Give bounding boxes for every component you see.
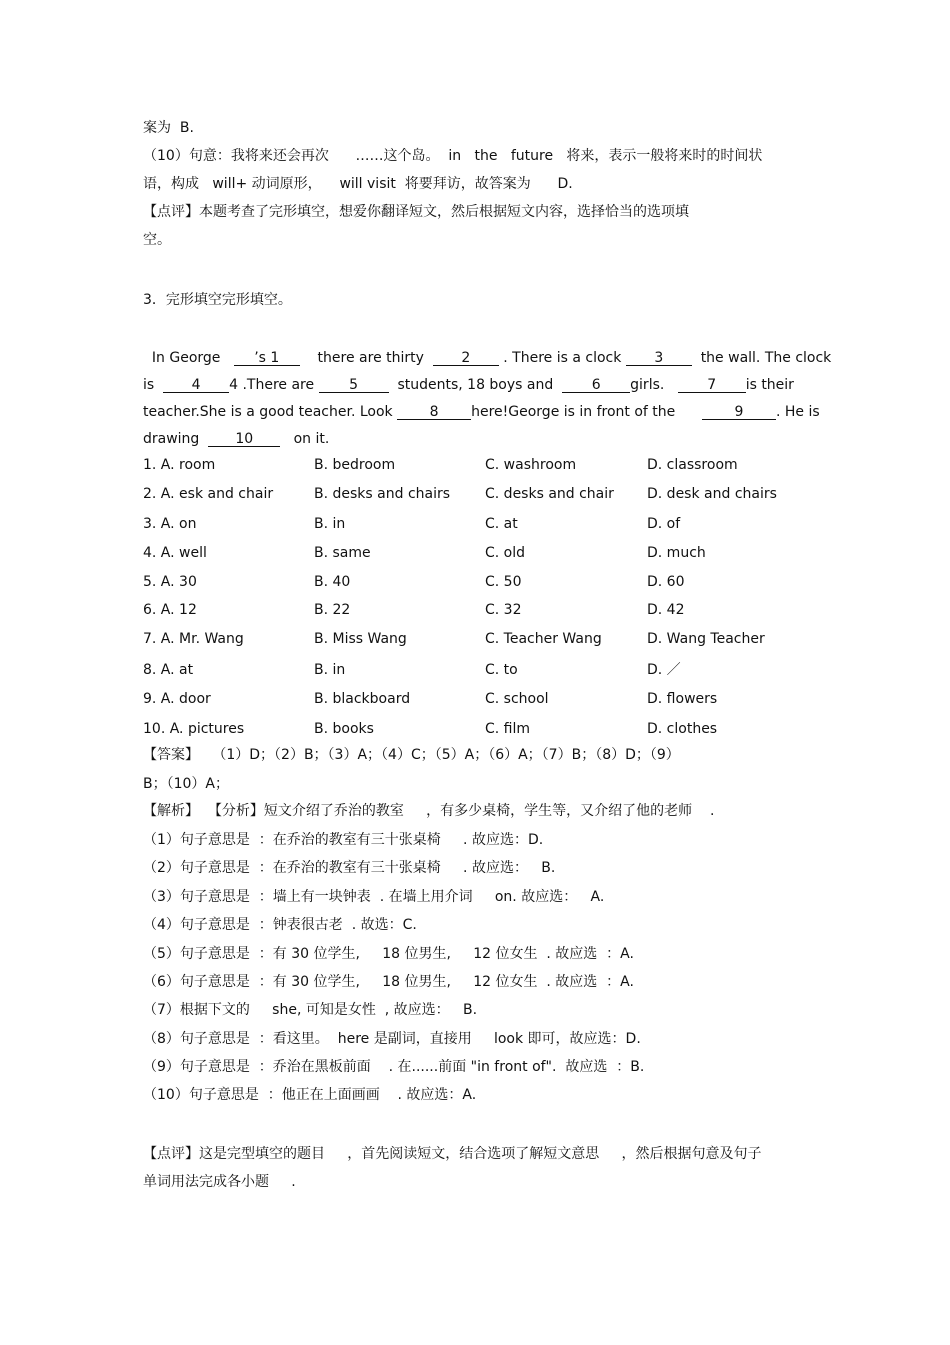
- option-b: B. Miss Wang: [314, 631, 407, 647]
- option-c: C. old: [485, 545, 526, 561]
- answer-line-2: B；（10）A；: [143, 776, 229, 792]
- option-c: C. 32: [485, 602, 522, 618]
- passage-text: on it.: [280, 431, 330, 447]
- blank-7: 7: [678, 376, 746, 394]
- option-d: D. clothes: [647, 721, 718, 737]
- option-a: 1. A. room: [143, 457, 216, 473]
- option-c: C. at: [485, 516, 518, 532]
- option-a: 4. A. well: [143, 545, 207, 561]
- option-a: 2. A. esk and chair: [143, 486, 274, 502]
- top-comment-line-2: 空。: [143, 232, 171, 248]
- option-b: B. in: [314, 662, 346, 678]
- option-d: D. classroom: [647, 457, 738, 473]
- option-b: B. in: [314, 516, 346, 532]
- passage-text: . There is a clock: [498, 350, 626, 366]
- option-a: 7. A. Mr. Wang: [143, 631, 244, 647]
- top-comment-line-1: 【点评】本题考查了完形填空，想爱你翻译短文，然后根据短文内容，选择恰当的选项填: [143, 204, 689, 220]
- passage-line-1: [143, 349, 831, 367]
- blank-3: 3: [626, 349, 692, 367]
- option-a: 3. A. on: [143, 516, 197, 532]
- blank-5: 5: [319, 376, 389, 394]
- option-a: 5. A. 30: [143, 574, 197, 590]
- option-d: D. much: [647, 545, 706, 561]
- analysis-line: （4）句子意思是 ：钟表很古老 . 故选：C.: [143, 917, 417, 933]
- option-d: D. flowers: [647, 691, 718, 707]
- blank-4: 4: [163, 376, 229, 394]
- answer-line-1: 【答案】 （1）D；（2）B；（3）A；（4）C；（5）A；（6）A；（7）B；（8）D；（9）: [143, 747, 680, 763]
- passage-text: the wall. The clock: [691, 350, 832, 366]
- passage-text: drawing: [143, 431, 209, 447]
- option-c: C. school: [485, 691, 549, 707]
- passage-text: is: [143, 377, 164, 393]
- comment-line-2: 单词用法完成各小题 .: [143, 1174, 296, 1190]
- analysis-line: （5）句子意思是 ：有 30 位学生, 18 位男生, 12 位女生 . 故应选 ：A.: [143, 946, 634, 962]
- option-a: 8. A. at: [143, 662, 194, 678]
- option-b: B. blackboard: [314, 691, 411, 707]
- analysis-line: （10）句子意思是 ：他正在上面画画 . 故应选：A.: [143, 1087, 477, 1103]
- passage-text: girls.: [630, 377, 678, 393]
- option-d: D. ／: [647, 662, 681, 678]
- option-c: C. washroom: [485, 457, 577, 473]
- analysis-line: （3）句子意思是 ：墙上有一块钟表 . 在墙上用介词 on. 故应选： A.: [143, 889, 605, 905]
- top-explanation-line-2: （10）句意：我将来还会再次 ……这个岛。 in the future 将来，表示一般将来时的时间状: [143, 148, 763, 164]
- option-d: D. of: [647, 516, 681, 532]
- analysis-line: 【解析】 【分析】短文介绍了乔治的教室 ，有多少桌椅，学生等，又介绍了他的老师 .: [143, 803, 715, 819]
- passage-text: there are thirty: [299, 350, 433, 366]
- analysis-line: （1）句子意思是 ：在乔治的教室有三十张桌椅 . 故应选：D.: [143, 832, 544, 848]
- option-b: B. books: [314, 721, 374, 737]
- analysis-line: （9）句子意思是 ：乔治在黑板前面 . 在......前面 "in front of". 故应选 ：B.: [143, 1059, 645, 1075]
- option-c: C. to: [485, 662, 518, 678]
- option-c: C. Teacher Wang: [485, 631, 602, 647]
- passage-text: . He is: [775, 404, 820, 420]
- option-c: C. desks and chair: [485, 486, 614, 502]
- passage-text: students, 18 boys and: [388, 377, 563, 393]
- question-3-title: 3．完形填空完形填空。: [143, 292, 292, 308]
- top-answer-line-1: 案为 B.: [143, 120, 194, 136]
- analysis-line: （2）句子意思是 ：在乔治的教室有三十张桌椅 . 故应选： B.: [143, 860, 556, 876]
- passage-line-3: [143, 403, 820, 421]
- option-b: B. desks and chairs: [314, 486, 451, 502]
- blank-10: 10: [208, 430, 280, 448]
- blank-6: 6: [562, 376, 630, 394]
- passage-text: is their: [745, 377, 794, 393]
- option-d: D. desk and chairs: [647, 486, 777, 502]
- option-b: B. 22: [314, 602, 351, 618]
- blank-2: 2: [433, 349, 499, 367]
- option-d: D. 42: [647, 602, 685, 618]
- passage-text: In George: [143, 350, 234, 366]
- option-b: B. 40: [314, 574, 351, 590]
- option-c: C. film: [485, 721, 531, 737]
- analysis-line: （8）句子意思是 ：看这里。 here 是副词，直接用 look 即可，故应选：D.: [143, 1031, 641, 1047]
- passage-line-4: [143, 430, 329, 448]
- blank-9: 9: [702, 403, 776, 421]
- option-b: B. bedroom: [314, 457, 396, 473]
- passage-text: teacher.She is a good teacher. Look: [143, 404, 398, 420]
- option-a: 6. A. 12: [143, 602, 197, 618]
- passage-text: here!George is in front of the: [471, 404, 702, 420]
- option-a: 10. A. pictures: [143, 721, 245, 737]
- analysis-line: （7）根据下文的 she, 可知是女性 , 故应选： B.: [143, 1002, 478, 1018]
- comment-line-1: 【点评】这是完型填空的题目 ，首先阅读短文，结合选项了解短文意思 ，然后根据句意及句子: [143, 1146, 762, 1162]
- passage-text: 4 .There are: [229, 377, 319, 393]
- passage-line-2: [143, 376, 794, 394]
- option-d: D. 60: [647, 574, 685, 590]
- option-a: 9. A. door: [143, 691, 211, 707]
- blank-1: ’s 1: [234, 349, 300, 367]
- top-explanation-line-3: 语，构成 will+ 动词原形， will visit 将要拜访，故答案为 D.: [143, 176, 573, 192]
- blank-8: 8: [397, 403, 471, 421]
- option-b: B. same: [314, 545, 371, 561]
- option-c: C. 50: [485, 574, 522, 590]
- analysis-line: （6）句子意思是 ：有 30 位学生, 18 位男生, 12 位女生 . 故应选 ：A.: [143, 974, 634, 990]
- option-d: D. Wang Teacher: [647, 631, 765, 647]
